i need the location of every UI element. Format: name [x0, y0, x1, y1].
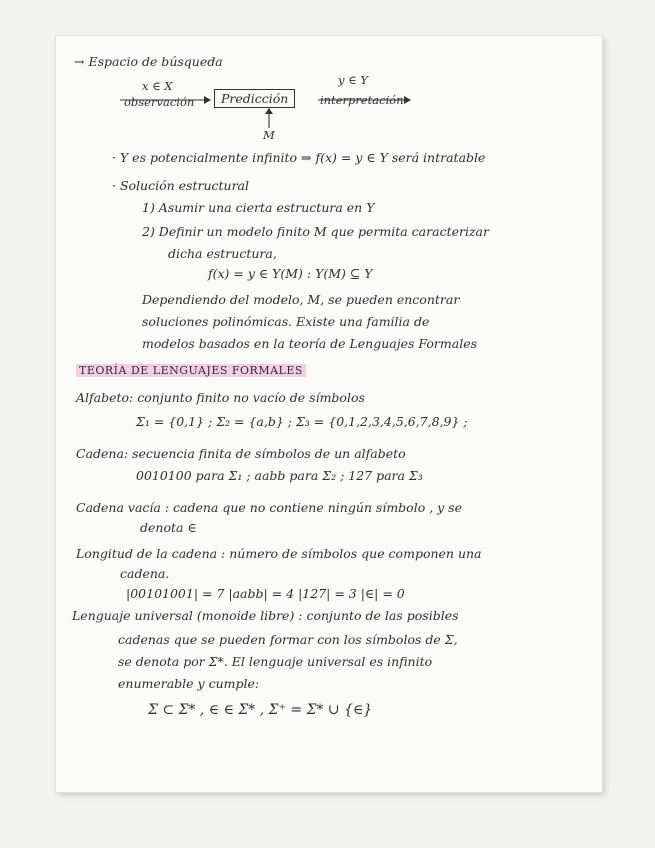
interpretacion-label: interpretación: [320, 93, 404, 107]
section-title: → Espacio de búsqueda: [74, 54, 223, 69]
note-dicha: dicha estructura,: [168, 246, 277, 261]
note-dep-1: Dependiendo del modelo, M, se pueden encontrar: [142, 292, 460, 307]
def-cadena-vacia-2: denota ∈: [140, 520, 197, 535]
y-in-label: y ∈ Y: [338, 73, 368, 87]
model-m-label: M: [263, 128, 275, 142]
def-longitud-2: cadena.: [120, 566, 170, 581]
note-dep-3: modelos basados en la teoría de Lenguajes Formales: [142, 336, 478, 351]
note-definir: 2) Definir un modelo finito M que permita caracterizar: [142, 224, 489, 239]
note-y-infinito: · Y es potencialmente infinito ⇒ f(x) = y ∈ Y será intratable: [112, 150, 486, 165]
prediccion-box: Predicción: [214, 89, 295, 108]
def-cadena: Cadena: secuencia finita de símbolos de un alfabeto: [76, 446, 406, 461]
longitud-examples: |00101001| = 7 |aabb| = 4 |127| = 3 |∈| = 0: [126, 586, 405, 601]
sigma-examples: Σ₁ = {0,1} ; Σ₂ = {a,b} ; Σ₃ = {0,1,2,3,4,5,6,7,8,9} ;: [136, 414, 468, 429]
lenguaje-properties: Σ ⊂ Σ* , ∈ ∈ Σ* , Σ⁺ = Σ* ∪ {∈}: [148, 702, 373, 718]
observacion-label: observación: [124, 95, 195, 109]
cadena-examples: 0010100 para Σ₁ ; aabb para Σ₂ ; 127 para Σ₃: [136, 468, 423, 483]
def-lenguaje-4: enumerable y cumple:: [118, 676, 260, 691]
def-lenguaje-2: cadenas que se pueden formar con los símbolos de Σ,: [118, 632, 458, 647]
x-in-label: x ∈ X: [142, 79, 173, 93]
heading-teoria: TEORÍA DE LENGUAJES FORMALES: [76, 364, 306, 377]
def-longitud: Longitud de la cadena : número de símbolos que componen una: [76, 546, 482, 561]
note-dep-2: soluciones polinómicas. Existe una familia de: [142, 314, 430, 329]
note-asumir: 1) Asumir una cierta estructura en Y: [142, 200, 375, 215]
def-cadena-vacia: Cadena vacía : cadena que no contiene ningún símbolo , y se: [76, 500, 462, 515]
def-lenguaje: Lenguaje universal (monoide libre) : conjunto de las posibles: [72, 608, 459, 623]
def-lenguaje-3: se denota por Σ*. El lenguaje universal es infinito: [118, 654, 433, 669]
note-solucion: · Solución estructural: [112, 178, 249, 193]
note-formula: f(x) = y ∈ Y(M) : Y(M) ⊆ Y: [208, 266, 373, 281]
def-alfabeto: Alfabeto: conjunto finito no vacío de símbolos: [76, 390, 365, 405]
notebook-page: [56, 36, 602, 792]
